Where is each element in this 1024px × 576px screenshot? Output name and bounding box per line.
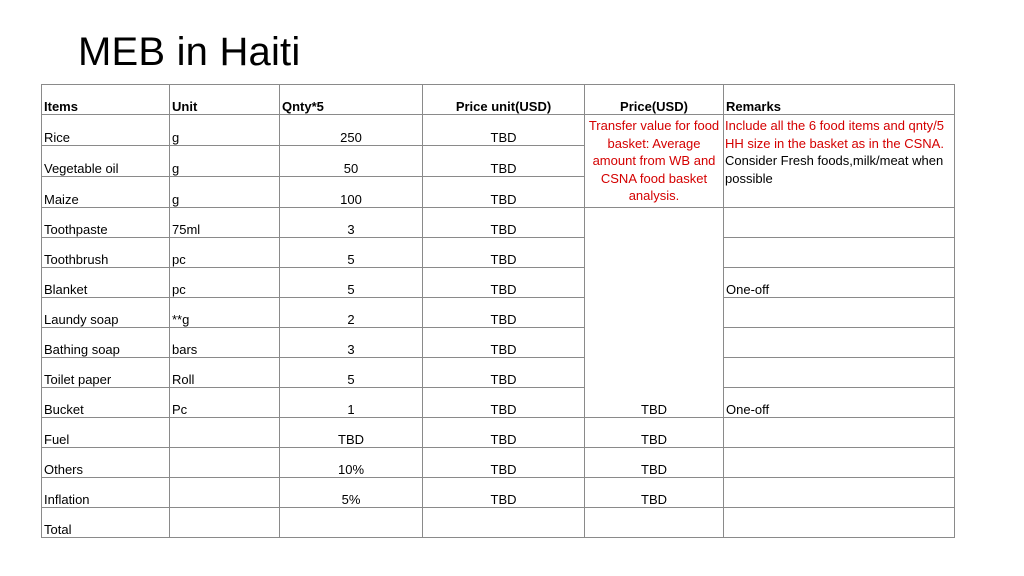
unit-price-cell: TBD bbox=[423, 327, 585, 357]
unit-price-cell: TBD bbox=[423, 387, 585, 417]
table-row bbox=[42, 447, 955, 477]
unit-cell: Pc bbox=[170, 387, 280, 417]
table-header-row bbox=[42, 85, 955, 115]
unit-price-cell: TBD bbox=[423, 417, 585, 447]
unit-cell: Roll bbox=[170, 357, 280, 387]
page-title: MEB in Haiti bbox=[78, 30, 301, 74]
food-remark-red: Include all the 6 food items and qnty/5 HH size in the basket as in the CSNA. bbox=[725, 118, 944, 151]
unit-cell: g bbox=[170, 145, 280, 176]
item-cell: Others bbox=[42, 447, 170, 477]
remarks-cell bbox=[724, 297, 955, 327]
unit-cell: bars bbox=[170, 327, 280, 357]
qty-cell: 5 bbox=[280, 267, 423, 297]
food-remarks bbox=[724, 115, 955, 208]
item-cell: Laundy soap bbox=[42, 297, 170, 327]
table-row bbox=[42, 387, 955, 417]
item-cell: Toilet paper bbox=[42, 357, 170, 387]
unit-cell: pc bbox=[170, 267, 280, 297]
qty-cell: 3 bbox=[280, 207, 423, 237]
unit-price-cell: TBD bbox=[423, 207, 585, 237]
unit-price-cell: TBD bbox=[423, 237, 585, 267]
unit-cell bbox=[170, 477, 280, 507]
qty-cell: 5 bbox=[280, 237, 423, 267]
unit-price-cell: TBD bbox=[423, 447, 585, 477]
price-cell: TBD bbox=[585, 447, 724, 477]
meb-table bbox=[41, 84, 955, 538]
qty-cell: 1 bbox=[280, 387, 423, 417]
food-price-note: Transfer value for food basket: Average amount from WB and CSNA food basket analysis. bbox=[585, 115, 724, 208]
table-row bbox=[42, 477, 955, 507]
unit-price-cell: TBD bbox=[423, 297, 585, 327]
item-cell: Maize bbox=[42, 176, 170, 207]
qty-cell: 3 bbox=[280, 327, 423, 357]
remarks-cell: One-off bbox=[724, 267, 955, 297]
item-cell: Vegetable oil bbox=[42, 145, 170, 176]
unit-cell: g bbox=[170, 115, 280, 146]
header-price: Price(USD) bbox=[585, 85, 724, 115]
unit-cell bbox=[170, 417, 280, 447]
item-cell: Bucket bbox=[42, 387, 170, 417]
remarks-cell bbox=[724, 357, 955, 387]
price-cell: TBD bbox=[585, 417, 724, 447]
qty-cell: 250 bbox=[280, 115, 423, 146]
remarks-cell bbox=[724, 477, 955, 507]
header-qnty: Qnty*5 bbox=[280, 85, 423, 115]
table-row bbox=[42, 297, 955, 327]
unit-cell: **g bbox=[170, 297, 280, 327]
table-row bbox=[42, 357, 955, 387]
table-row bbox=[42, 237, 955, 267]
qty-cell: 5 bbox=[280, 357, 423, 387]
unit-cell: pc bbox=[170, 237, 280, 267]
unit-price-cell: TBD bbox=[423, 115, 585, 146]
price-cell: TBD bbox=[585, 477, 724, 507]
nonfood-price-cell: TBD bbox=[585, 207, 724, 417]
item-cell: Blanket bbox=[42, 267, 170, 297]
unit-cell: g bbox=[170, 176, 280, 207]
unit-price-cell: TBD bbox=[423, 176, 585, 207]
qty-cell: 2 bbox=[280, 297, 423, 327]
remarks-cell bbox=[724, 327, 955, 357]
price-cell bbox=[585, 507, 724, 537]
food-remark-black: Consider Fresh foods,milk/meat when possible bbox=[725, 153, 944, 186]
unit-price-cell bbox=[423, 507, 585, 537]
remarks-cell bbox=[724, 447, 955, 477]
qty-cell bbox=[280, 507, 423, 537]
remarks-cell: One-off bbox=[724, 387, 955, 417]
remarks-cell bbox=[724, 237, 955, 267]
table-row bbox=[42, 417, 955, 447]
qty-cell: 10% bbox=[280, 447, 423, 477]
remarks-cell bbox=[724, 507, 955, 537]
unit-cell bbox=[170, 447, 280, 477]
unit-price-cell: TBD bbox=[423, 477, 585, 507]
item-cell: Toothbrush bbox=[42, 237, 170, 267]
table-row bbox=[42, 267, 955, 297]
table-row-total bbox=[42, 507, 955, 537]
unit-cell: 75ml bbox=[170, 207, 280, 237]
header-unit: Unit bbox=[170, 85, 280, 115]
table-row bbox=[42, 327, 955, 357]
qty-cell: TBD bbox=[280, 417, 423, 447]
unit-price-cell: TBD bbox=[423, 357, 585, 387]
table-row bbox=[42, 207, 955, 237]
header-remarks: Remarks bbox=[724, 85, 955, 115]
item-cell: Bathing soap bbox=[42, 327, 170, 357]
item-cell: Toothpaste bbox=[42, 207, 170, 237]
item-cell: Inflation bbox=[42, 477, 170, 507]
qty-cell: 100 bbox=[280, 176, 423, 207]
unit-cell bbox=[170, 507, 280, 537]
remarks-cell bbox=[724, 207, 955, 237]
item-cell: Fuel bbox=[42, 417, 170, 447]
remarks-cell bbox=[724, 417, 955, 447]
item-cell: Total bbox=[42, 507, 170, 537]
qty-cell: 5% bbox=[280, 477, 423, 507]
qty-cell: 50 bbox=[280, 145, 423, 176]
unit-price-cell: TBD bbox=[423, 267, 585, 297]
unit-price-cell: TBD bbox=[423, 145, 585, 176]
header-items: Items bbox=[42, 85, 170, 115]
table-row bbox=[42, 115, 955, 146]
header-price-unit: Price unit(USD) bbox=[423, 85, 585, 115]
item-cell: Rice bbox=[42, 115, 170, 146]
